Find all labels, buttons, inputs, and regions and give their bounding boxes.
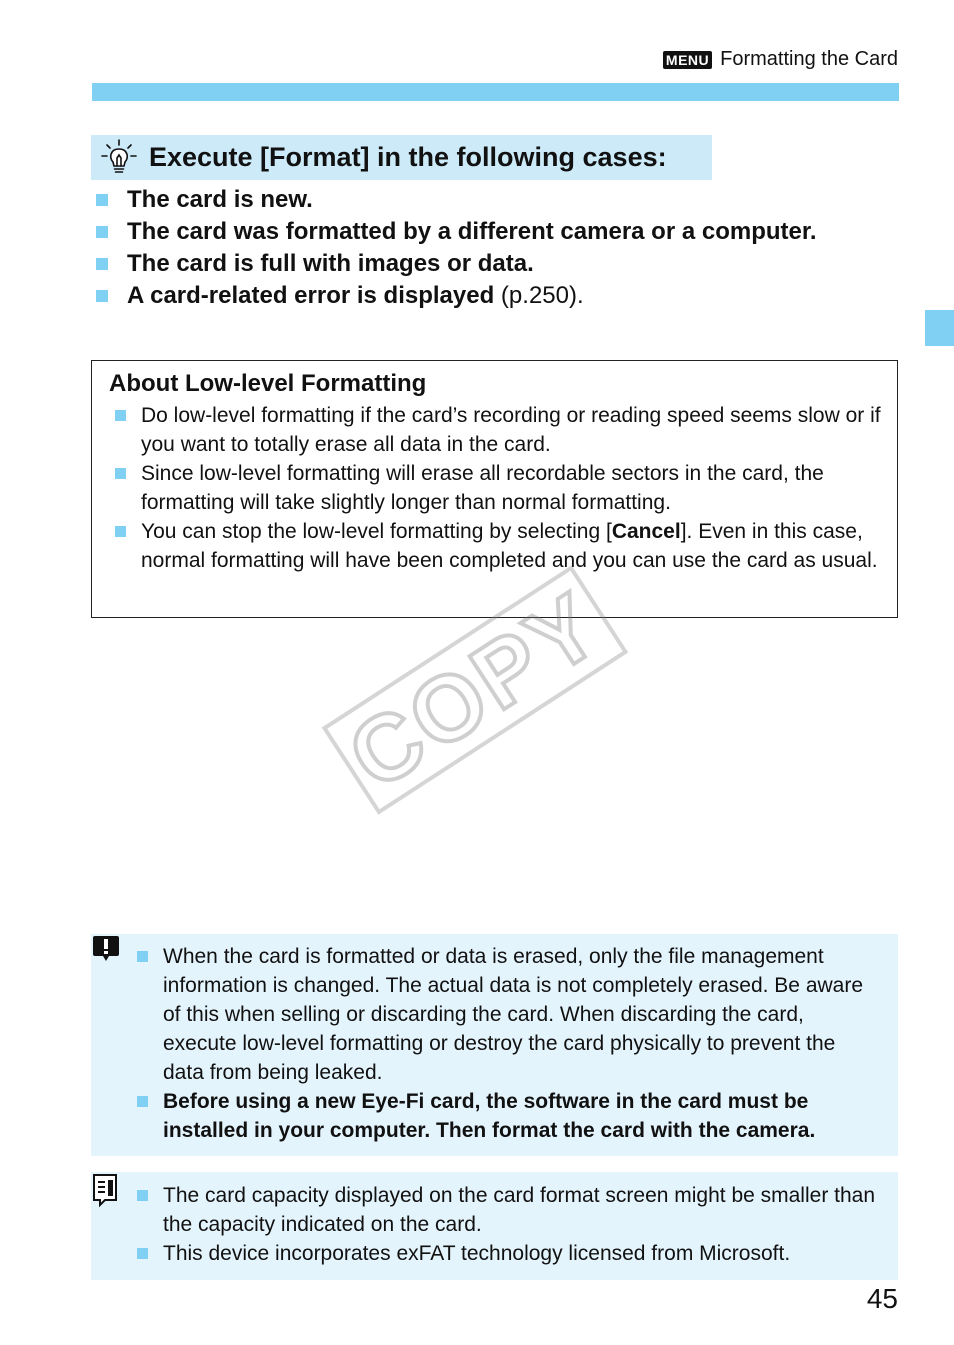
bullet-icon [137,1096,148,1107]
bullet-icon [137,951,148,962]
menu-badge: MENU [663,51,712,69]
list-item: The card was formatted by a different camera or a computer. [96,216,817,248]
list-item: This device incorporates exFAT technology licensed from Microsoft. [135,1239,880,1268]
list-item: The card is new. [96,184,817,216]
caution-panel [91,934,898,1156]
list-item: A card-related error is displayed (p.250). [96,280,817,312]
memo-icon [91,1172,119,1208]
list-item: You can stop the low-level formatting by selecting [Cancel]. Even in this case, normal formatting will have been completed and you can use the card as usual. [114,517,884,575]
running-header [663,48,898,71]
list-item: The card is full with images or data. [96,248,817,280]
bullet-icon [96,258,108,270]
list-item: Before using a new Eye-Fi card, the software in the card must be installed in your computer. Then format the card with the camera. [135,1087,880,1145]
svg-text:COPY: COPY [331,572,620,809]
tip-list [96,184,817,312]
caution-icon [91,934,121,964]
bullet-icon [96,290,108,302]
caution-list [135,942,880,1145]
bullet-icon [115,410,126,421]
list-item: Do low-level formatting if the card’s recording or reading speed seems slow or if you want to totally erase all data in the card. [114,401,884,459]
about-box [91,360,898,618]
bullet-icon [115,468,126,479]
bullet-icon [96,194,108,206]
header-bar [92,83,899,101]
section-title: Formatting the Card [720,48,898,70]
note-panel [91,1172,898,1280]
page-number: 45 [866,1283,898,1314]
bullet-icon [137,1190,148,1201]
about-list [114,401,884,575]
lightbulb-icon [99,138,139,178]
bullet-icon [115,526,126,537]
about-title: About Low-level Formatting [109,370,427,397]
list-item: When the card is formatted or data is erased, only the file management information is changed. The actual data is not completely erased. Be aware of this when selling or discarding the card. When discarding the card, execute low-level formatting or destroy the card physically to prevent the data from being leaked. [135,942,880,1087]
tip-heading [91,135,712,180]
note-list [135,1181,880,1268]
list-item: The card capacity displayed on the card format screen might be smaller than the capacity indicated on the card. [135,1181,880,1239]
chapter-tab [925,310,954,346]
bullet-icon [137,1248,148,1259]
list-item: Since low-level formatting will erase all recordable sectors in the card, the formatting will take slightly longer than normal formatting. [114,459,884,517]
bullet-icon [96,226,108,238]
tip-title: Execute [Format] in the following cases: [149,142,667,172]
